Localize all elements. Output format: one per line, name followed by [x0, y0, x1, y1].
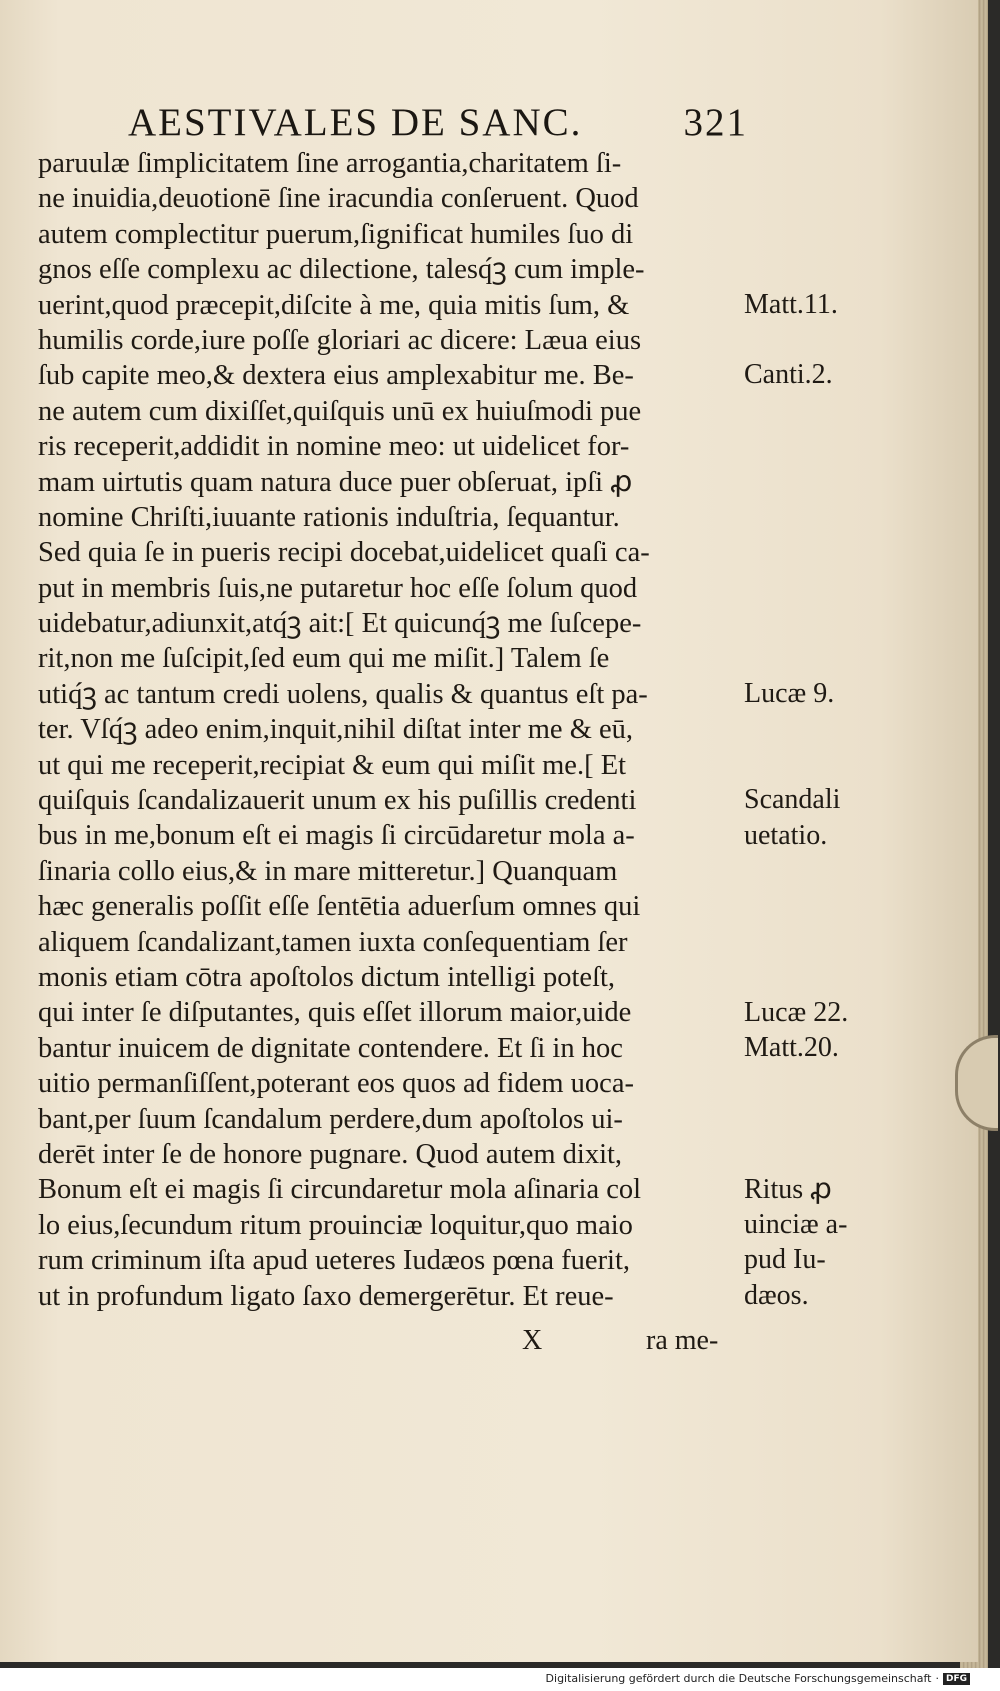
text-line: utiq́ꝫ ac tantum credi uolens, qualis & quantus eſt pa- — [38, 678, 648, 710]
margin-note: Scandali — [744, 784, 841, 816]
margin-note: Matt.20. — [744, 1032, 839, 1063]
credit-text: Digitalisierung gefördert durch die Deutsche Forschungsgemeinschaft — [545, 1672, 932, 1685]
text-line: put in membris ſuis,ne putaretur hoc eſſe ſolum quod — [38, 572, 638, 604]
text-line: ne autem cum dixiſſet,quiſquis unū ex huiuſmodi pue — [38, 395, 642, 427]
signature-mark: X — [522, 1325, 543, 1356]
page-number: 321 — [683, 101, 748, 144]
margin-note: Canti.2. — [744, 359, 833, 391]
text-line: ris receperit,addidit in nomine meo: ut uidelicet for- — [38, 431, 630, 463]
text-line: ut qui me receperit,recipiat & eum qui miſit me.[ Et — [38, 749, 627, 781]
text-line: Sed quia ſe in pueris recipi docebat,uidelicet quaſi ca- — [38, 537, 650, 569]
text-line: ſub capite meo,& dextera eius amplexabitur me. Be- — [38, 360, 634, 392]
margin-note: Lucæ 22. — [744, 996, 849, 1028]
text-line: nomine Chriſti,iuuante rationis induſtria, ſequantur. — [38, 501, 620, 533]
text-line: monis etiam cōtra apoſtolos dictum intelligi poteſt, — [38, 961, 616, 993]
margin-note: uetatio. — [744, 819, 828, 851]
text-line: bant,per ſuum ſcandalum perdere,dum apoſtolos ui- — [38, 1103, 623, 1135]
page-header — [128, 100, 748, 145]
text-line: rum criminum iſta apud ueteres Iudæos pœna fuerit, — [38, 1245, 631, 1277]
text-line: lo eius,ſecundum ritum prouinciæ loquitur,quo maio — [38, 1209, 633, 1241]
text-line: ne inuidia,deuotionē ſine iracundia conſeruent. Quod — [38, 183, 639, 215]
text-line: ut in profundum ligato ſaxo demergerētur. Et reue- — [38, 1280, 614, 1312]
dfg-logo: DFG — [943, 1673, 970, 1685]
text-line: qui inter ſe diſputantes, quis eſſet illorum maior,uide — [38, 997, 632, 1029]
margin-note: uinciæ a- — [744, 1209, 848, 1240]
text-line: rit,non me ſuſcipit,ſed eum qui me miſit.] Talem ſe — [38, 643, 610, 675]
margin-note: Lucæ 9. — [744, 678, 835, 709]
page-footer — [0, 1325, 978, 1365]
text-line: autem complectitur puerum,ſignificat humiles ſuo di — [38, 218, 634, 250]
text-line: gnos eſſe complexu ac dilectione, talesq́ꝫ cum imple- — [38, 254, 645, 286]
text-line: bus in me,bonum eſt ei magis ſi circūdaretur mola a- — [38, 820, 635, 852]
margin-note: pud Iu- — [744, 1244, 826, 1276]
text-line: ter. Vſq́ꝫ adeo enim,inquit,nihil diſtat inter me & eū, — [38, 714, 634, 746]
text-line: Bonum eſt ei magis ſi circundaretur mola aſinaria col — [38, 1174, 642, 1206]
margin-note: dæos. — [744, 1279, 809, 1311]
text-line: derēt inter ſe de honore pugnare. Quod autem dixit, — [38, 1138, 623, 1170]
text-line: paruulæ ſimplicitatem ſine arrogantia,charitatem ſi- — [38, 148, 622, 179]
text-line: mam uirtutis quam natura duce puer obſeruat, ipſi ꝓ — [38, 466, 633, 498]
margin-note: Matt.11. — [744, 288, 838, 320]
text-line: humilis corde,iure poſſe gloriari ac dicere: Læua eius — [38, 324, 642, 356]
catchword: ra me- — [646, 1325, 719, 1356]
text-line: bantur inuicem de dignitate contendere. Et ſi in hoc — [38, 1032, 623, 1064]
text-line: quiſquis ſcandalizauerit unum ex his puſillis credenti — [38, 785, 637, 817]
margin-note: Ritus ꝓ — [744, 1173, 832, 1205]
text-line: hæc generalis poſſit eſſe ſentētia aduerſum omnes qui — [38, 891, 641, 923]
text-line: uitio permanſiſſent,poterant eos quos ad fidem uoca- — [38, 1068, 634, 1100]
body-text — [38, 146, 740, 1314]
running-title: AESTIVALES DE SANC. — [128, 101, 583, 144]
text-line: ſinaria collo eius,& in mare mitteretur.] Quanquam — [38, 855, 618, 887]
text-line: aliquem ſcandalizant,tamen iuxta conſequentiam ſer — [38, 926, 628, 958]
digitization-credit: Digitalisierung gefördert durch die Deutsche Forschungsgemeinschaft · DFG — [546, 1672, 970, 1685]
text-line: uerint,quod præcepit,diſcite à me, quia mitis ſum, & — [38, 289, 630, 321]
text-line: uidebatur,adiunxit,atq́ꝫ ait:[ Et quicunq́ꝫ me ſuſcepe- — [38, 608, 642, 640]
